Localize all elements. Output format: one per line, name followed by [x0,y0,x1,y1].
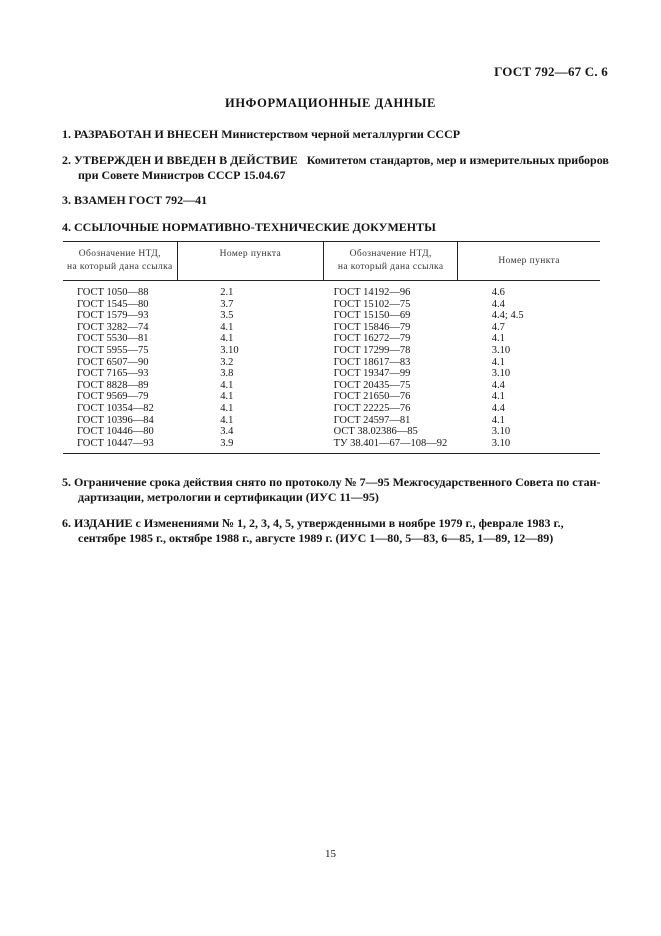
section-6 [62,516,610,546]
cell-doc: ГОСТ 5955—75 [77,344,149,356]
cell-doc: ГОСТ 9569—79 [77,391,149,403]
cell-doc: ГОСТ 19347—99 [333,368,411,380]
table-row [63,403,600,415]
cell-clause: 4.1 [220,391,234,403]
cell-clause: 4.1 [491,414,505,426]
section-heading: ССЫЛОЧНЫЕ НОРМАТИВНО-ТЕХНИЧЕСКИЕ ДОКУМЕНТЫ [74,220,436,234]
cell-doc: ОСТ 38.02386—85 [333,426,418,438]
cell-clause: 3.9 [177,438,323,454]
cell-clause: 4.4 [491,298,505,310]
cell-doc: ГОСТ 16272—79 [333,333,411,345]
page-number: 15 [325,848,336,860]
cell-doc: ГОСТ 3282—74 [77,321,149,333]
cell-clause: 3.4 [220,426,234,438]
section-heading: ИЗДАНИЕ [74,516,133,530]
section-text-continued: при Совете Министров СССР 15.04.67 [78,168,286,182]
page-title: ИНФОРМАЦИОННЫЕ ДАННЫЕ [225,96,436,110]
section-4 [62,220,610,235]
cell-doc: ГОСТ 22225—76 [333,402,411,414]
table-row [63,391,600,403]
column-header-doc: Обозначение НТД, на который дана ссылка [324,242,458,281]
table-row [63,333,600,345]
table-row [63,357,600,369]
cell-doc: ГОСТ 15846—79 [333,321,411,333]
section-heading: ВЗАМЕН ГОСТ 792—41 [74,193,208,207]
section-1 [62,127,610,142]
cell-doc: ГОСТ 7165—93 [77,368,149,380]
cell-doc: ГОСТ 10354—82 [77,402,154,414]
cell-clause: 4.6 [491,287,505,298]
cell-clause: 2.1 [220,287,234,298]
section-number: 4. [62,220,71,234]
cell-doc: ГОСТ 5530—81 [77,333,149,345]
section-text: Ограничение срока действия снято по протоколу № 7—95 Межгосударственного Совета по стан- [74,475,601,489]
cell-doc: ГОСТ 21650—76 [333,391,411,403]
cell-clause: 4.4 [491,402,505,414]
cell-doc: ГОСТ 15150—69 [333,310,411,322]
cell-doc: ГОСТ 20435—75 [333,379,411,391]
column-header-clause: Номер пункта [458,242,600,281]
cell-clause: 4.1 [220,414,234,426]
section-number: 1. [62,127,71,141]
cell-clause: 4.1 [491,333,505,345]
section-text-continued: дартизации, метрологии и сертификации (ИУС 11—95) [78,490,379,504]
cell-doc: ГОСТ 10447—93 [63,438,177,454]
cell-clause: 3.7 [220,298,234,310]
table-row [63,299,600,311]
cell-clause: 4.1 [220,333,234,345]
section-3 [62,193,610,208]
document-header: ГОСТ 792—67 С. 6 [494,64,608,79]
cell-doc: ГОСТ 1050—88 [77,287,149,298]
cell-clause: 4.7 [491,321,505,333]
section-number: 3. [62,193,71,207]
section-text: с Изменениями № 1, 2, 3, 4, 5, утвержденными в ноябре 1979 г., феврале 1983 г., [135,516,564,530]
section-number: 5. [62,475,71,489]
section-text-continued: сентябре 1985 г., октябре 1988 г., августе 1989 г. (ИУС 1—80, 5—83, 6—85, 1—89, 12—89) [78,531,554,545]
cell-doc: ГОСТ 1545—80 [77,298,149,310]
cell-clause: 4.1 [220,402,234,414]
cell-clause: 4.4 [491,379,505,391]
cell-clause: 4.1 [491,356,505,368]
reference-documents-table [63,241,600,454]
section-number: 2. [62,153,71,167]
cell-doc: ГОСТ 17299—78 [333,344,411,356]
cell-clause: 3.8 [220,368,234,380]
section-2 [62,153,610,183]
table-row [63,426,600,438]
section-number: 6. [62,516,71,530]
table-row [63,380,600,392]
cell-clause: 3.10 [491,368,511,380]
table-row [63,322,600,334]
cell-doc: ТУ 38.401—67—108—92 [324,438,458,454]
column-header-doc: Обозначение НТД, на который дана ссылка [63,242,177,281]
table-row [63,368,600,380]
cell-doc: ГОСТ 24597—81 [333,414,411,426]
cell-clause: 4.1 [491,391,505,403]
table-row [63,310,600,322]
section-text: Комитетом стандартов, мер и измерительных приборов [306,153,609,167]
cell-clause: 3.10 [491,344,511,356]
cell-clause: 3.5 [220,310,234,322]
cell-doc: ГОСТ 10396—84 [77,414,154,426]
section-text: Министерством черной металлургии СССР [221,127,461,141]
cell-doc: ГОСТ 15102—75 [333,298,411,310]
cell-clause: 3.10 [458,438,600,454]
cell-doc: ГОСТ 1579—93 [77,310,149,322]
cell-clause: 3.2 [220,356,234,368]
cell-clause: 3.10 [220,344,239,356]
table-row [63,438,600,454]
cell-clause: 4.4; 4.5 [491,310,524,322]
cell-clause: 4.1 [220,379,234,391]
cell-clause: 3.10 [491,426,511,438]
cell-doc: ГОСТ 6507—90 [77,356,149,368]
column-header-clause: Номер пункта [177,242,323,281]
table-header-row [63,242,600,281]
cell-doc: ГОСТ 14192—96 [333,287,411,298]
table-row [63,345,600,357]
section-5 [62,475,610,505]
table-row [63,415,600,427]
table-row [63,287,600,299]
section-heading: УТВЕРЖДЕН И ВВЕДЕН В ДЕЙСТВИЕ [74,153,298,167]
cell-clause: 4.1 [220,321,234,333]
cell-doc: ГОСТ 8828—89 [77,379,149,391]
cell-doc: ГОСТ 18617—83 [333,356,411,368]
section-heading: РАЗРАБОТАН И ВНЕСЕН [74,127,219,141]
cell-doc: ГОСТ 10446—80 [77,426,154,438]
